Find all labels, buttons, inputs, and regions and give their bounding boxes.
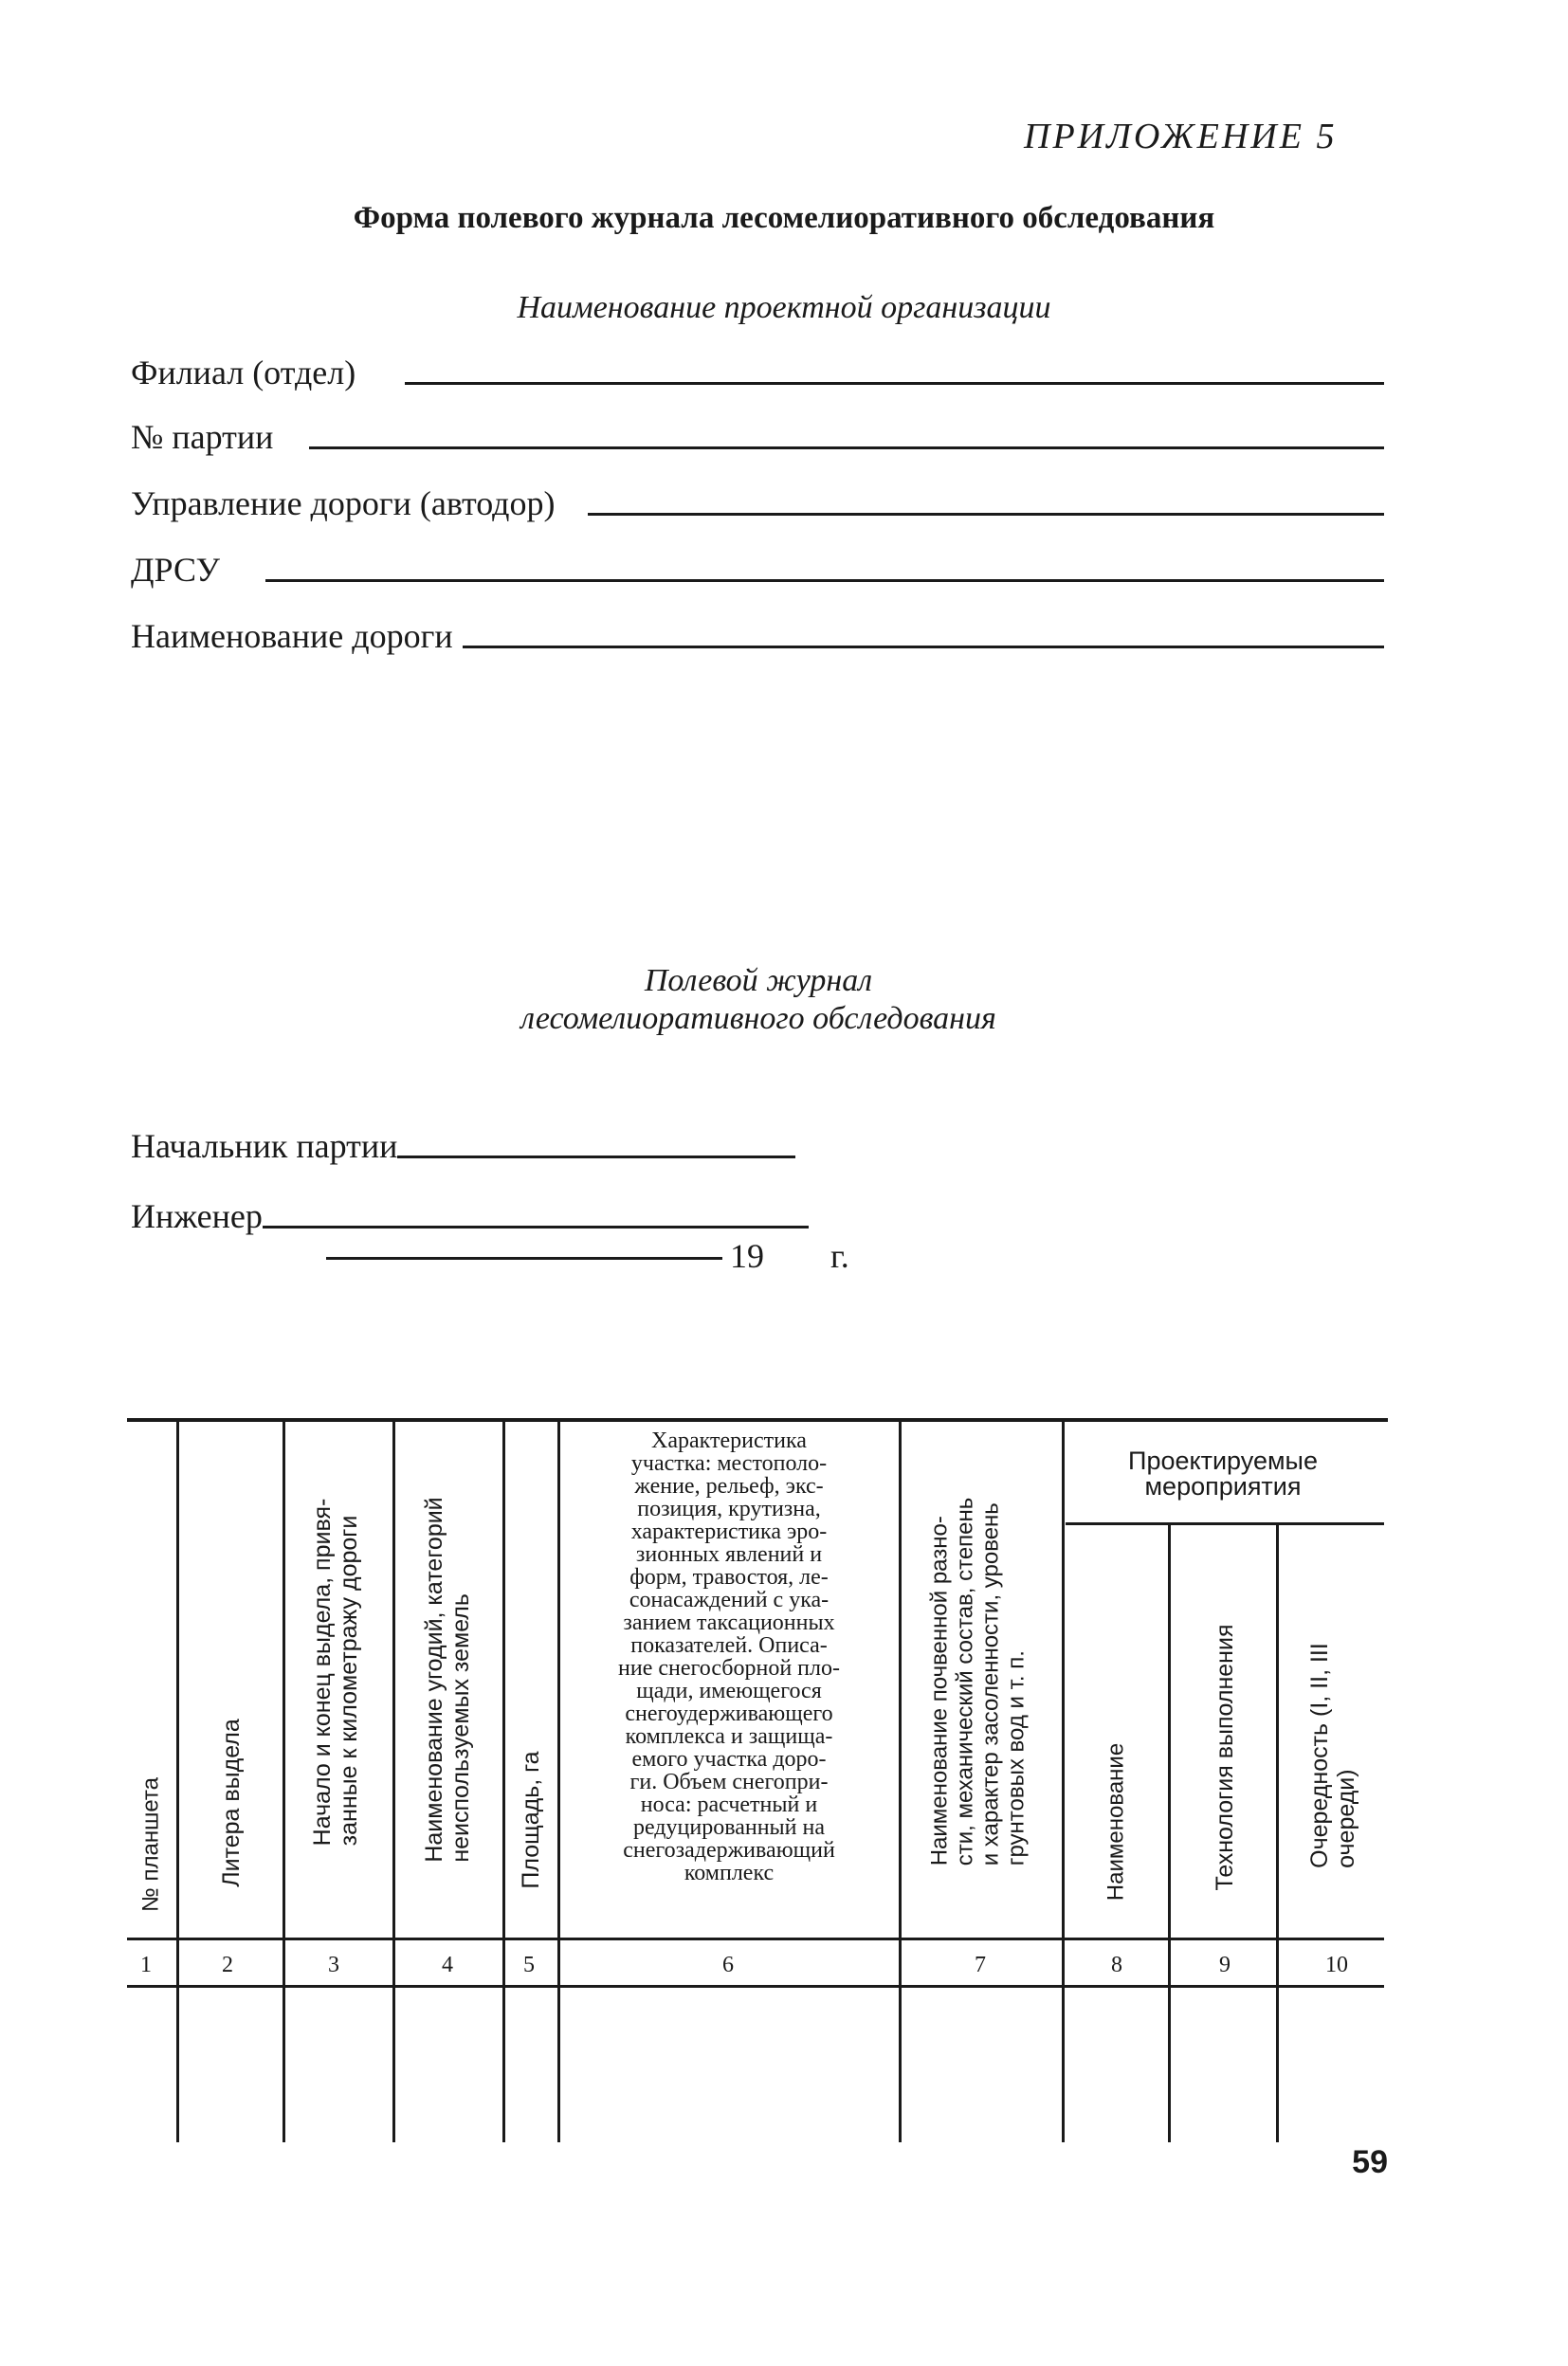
field-party [131, 410, 1384, 457]
col-divider [1276, 1524, 1279, 2142]
header-col-6-line: щади, имеющегося [636, 1679, 822, 1703]
header-col-6-line: участка: местополо- [630, 1451, 828, 1476]
col-divider [1062, 1422, 1065, 2142]
header-col-4-line: Наименование угодий, категорий [421, 1497, 447, 1863]
field-road-administration [131, 476, 1384, 523]
header-col-6-line: емого участка доро- [631, 1747, 827, 1772]
field-party-label: № партии [131, 418, 274, 456]
table-top-rule [127, 1418, 1388, 1422]
header-bottom-rule [127, 1938, 1384, 1940]
header-col-6-line: зионных явлений и [635, 1542, 823, 1567]
header-col-6-line: снегозадерживающий [623, 1838, 835, 1863]
form-title: Форма полевого журнала лесомелиоративного обследования [353, 201, 1215, 235]
field-drsu [131, 542, 1384, 590]
header-col-6-line: снегоудерживающего [625, 1702, 833, 1726]
header-col-6-line: комплекс [684, 1861, 775, 1885]
header-col-1-line: № планшета [137, 1777, 164, 1912]
field-road-name-label: Наименование дороги [131, 617, 453, 655]
field-party-line[interactable] [309, 446, 1384, 449]
header-col-6-line: ние снегосборной пло- [618, 1656, 840, 1681]
staff-engineer-row [131, 1189, 809, 1236]
header-col-8-line: Наименование [1103, 1742, 1129, 1902]
header-col-6-line: показателей. Описа- [630, 1633, 828, 1658]
field-branch-label: Филиал (отдел) [131, 354, 356, 391]
numbers-bottom-rule [127, 1985, 1384, 1988]
col-number: 10 [1325, 1953, 1348, 1977]
field-drsu-line[interactable] [265, 579, 1384, 582]
header-col-3-line: занные к километражу дороги [336, 1515, 362, 1847]
col-divider [502, 1422, 505, 2142]
col-number: 3 [328, 1953, 339, 1977]
header-col-6-line: редуцированный на [632, 1815, 826, 1840]
group-header-planned-measures: Проектируемые мероприятия [1128, 1447, 1318, 1501]
col-number: 4 [442, 1953, 453, 1977]
header-col-10-line: очереди) [1333, 1769, 1359, 1868]
col-number: 9 [1219, 1953, 1231, 1977]
header-col-6-line: сонасаждений с ука- [629, 1588, 830, 1612]
staff-head-line[interactable] [397, 1156, 795, 1158]
header-col-6-line: ги. Объем снегопри- [629, 1770, 829, 1794]
col-number: 8 [1111, 1953, 1122, 1977]
field-road-name-line[interactable] [463, 646, 1384, 648]
header-col-7-line: сти, механический состав, степень [952, 1497, 978, 1866]
header-col-2-line: Литера выдела [218, 1719, 245, 1887]
col-divider [1168, 1524, 1171, 2142]
field-road-administration-label: Управление дороги (автодор) [131, 484, 556, 522]
field-road-name [131, 609, 1384, 656]
group-header-rule [1066, 1522, 1384, 1525]
journal-title-line2: лесомелиоративного обследования [520, 1001, 996, 1036]
col-number: 1 [140, 1953, 152, 1977]
header-col-6-line: форм, травостоя, ле- [629, 1565, 829, 1590]
col-divider [176, 1422, 179, 2142]
staff-engineer-label: Инженер [131, 1197, 263, 1235]
header-col-6-line: позиция, крутизна, [637, 1497, 821, 1521]
col-number: 6 [722, 1953, 734, 1977]
staff-head-label: Начальник партии [131, 1127, 398, 1165]
page-number: 59 [1352, 2144, 1388, 2180]
field-road-administration-line[interactable] [588, 513, 1385, 516]
date-year-prefix: 19 [730, 1237, 764, 1275]
journal-title-line1: Полевой журнал [644, 963, 873, 998]
col-number: 2 [222, 1953, 233, 1977]
field-branch-line[interactable] [405, 382, 1384, 385]
col-divider [899, 1422, 902, 2142]
col-number: 7 [975, 1953, 986, 1977]
header-col-6-line: занием таксационных [623, 1611, 835, 1635]
header-col-7-line: и характер засоленности, уровень [977, 1502, 1003, 1866]
appendix-label: ПРИЛОЖЕНИЕ 5 [1024, 117, 1338, 156]
staff-head-row [131, 1119, 795, 1166]
col-divider [283, 1422, 285, 2142]
field-branch [131, 345, 1384, 392]
header-col-4-line: неиспользуемых земель [447, 1593, 474, 1863]
header-col-6-line: носа: расчетный и [640, 1793, 818, 1817]
field-drsu-label: ДРСУ [131, 551, 221, 589]
staff-engineer-line[interactable] [263, 1226, 809, 1228]
date-year-suffix: г. [830, 1237, 849, 1275]
header-col-10-line: Очередность (I, II, III [1306, 1643, 1333, 1868]
header-col-6-line: комплекса и защища- [625, 1724, 833, 1749]
date-line[interactable] [326, 1257, 722, 1260]
header-col-6 [559, 1429, 899, 1884]
col-number: 5 [523, 1953, 535, 1977]
header-col-3-line: Начало и конец выдела, привя- [309, 1498, 336, 1847]
header-col-7-line: грунтовых вод и т. п. [1002, 1650, 1029, 1866]
header-col-6-line: Характеристика [651, 1429, 807, 1453]
header-col-7-line: Наименование почвенной разно- [926, 1516, 953, 1866]
header-col-9-line: Технология выполнения [1212, 1624, 1238, 1891]
header-col-6-line: характеристика эро- [630, 1520, 828, 1544]
header-col-5-line: Площадь, га [518, 1751, 544, 1889]
organization-label: Наименование проектной организации [517, 290, 1051, 325]
header-col-6-line: жение, рельеф, экс- [634, 1474, 824, 1499]
col-divider [392, 1422, 395, 2142]
